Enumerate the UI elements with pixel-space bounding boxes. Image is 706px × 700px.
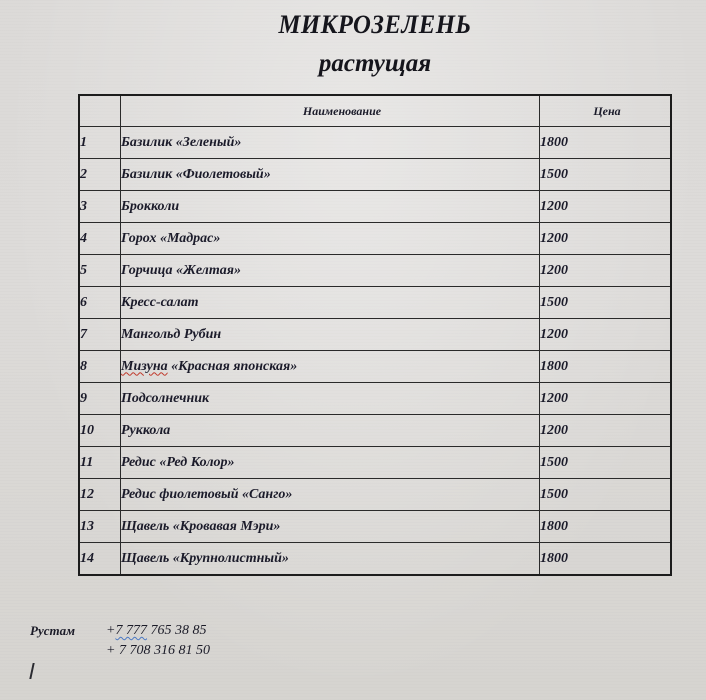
row-name: Кресс-салат	[121, 287, 540, 319]
row-price: 1200	[540, 319, 672, 351]
row-price: 1200	[540, 383, 672, 415]
row-price: 1500	[540, 159, 672, 191]
table-row	[79, 319, 671, 351]
row-name: Редис фиолетовый «Санго»	[121, 479, 540, 511]
contact-phone-1: +7 777 765 38 85	[106, 623, 207, 638]
row-price: 1200	[540, 223, 672, 255]
row-price: 1500	[540, 287, 672, 319]
header-number	[79, 95, 121, 127]
row-name-rest: «Красная японская»	[167, 358, 298, 374]
row-price: 1200	[540, 191, 672, 223]
table-row	[79, 159, 671, 191]
row-name	[121, 351, 540, 383]
row-name: Подсолнечник	[121, 383, 540, 415]
table-header-row	[79, 95, 671, 127]
contact-phone-2: + 7 708 316 81 50	[106, 643, 210, 658]
row-price: 1500	[540, 479, 672, 511]
row-number: 13	[79, 511, 121, 543]
row-name: Базилик «Зеленый»	[121, 127, 540, 159]
row-number: 5	[79, 255, 121, 287]
row-name: Базилик «Фиолетовый»	[121, 159, 540, 191]
header-name-label: Наименование	[302, 103, 382, 118]
row-price: 1200	[540, 415, 672, 447]
row-price: 1800	[540, 351, 672, 383]
row-number: 7	[79, 319, 121, 351]
price-table	[78, 94, 672, 576]
document-title: МИКРОЗЕЛЕНЬ	[278, 10, 472, 39]
row-number: 2	[79, 159, 121, 191]
header-price	[540, 95, 672, 127]
row-number: 12	[79, 479, 121, 511]
table-row	[79, 351, 671, 383]
table-row	[79, 191, 671, 223]
row-name: Горчица «Желтая»	[121, 255, 540, 287]
table-row	[79, 383, 671, 415]
row-number: 9	[79, 383, 121, 415]
table-row	[79, 543, 671, 576]
table-row	[79, 287, 671, 319]
spellcheck-flagged-phone[interactable]: 7 777	[115, 623, 147, 638]
row-number: 3	[79, 191, 121, 223]
row-number: 14	[79, 543, 121, 576]
header-price-label: Цена	[593, 103, 621, 118]
table-row	[79, 127, 671, 159]
row-price: 1800	[540, 543, 672, 576]
spellcheck-flagged-word[interactable]: Мизуна	[121, 358, 168, 374]
row-name: Щавель «Крупнолистный»	[121, 543, 540, 576]
row-number: 8	[79, 351, 121, 383]
row-name: Редис «Ред Колор»	[121, 447, 540, 479]
row-name: Брокколи	[121, 191, 540, 223]
table-row	[79, 447, 671, 479]
row-name: Руккола	[121, 415, 540, 447]
row-price: 1800	[540, 511, 672, 543]
row-name: Щавель «Кровавая Мэри»	[121, 511, 540, 543]
row-price: 1500	[540, 447, 672, 479]
row-price: 1200	[540, 255, 672, 287]
row-number: 10	[79, 415, 121, 447]
table-row	[79, 511, 671, 543]
row-number: 11	[79, 447, 121, 479]
row-number: 6	[79, 287, 121, 319]
table-row	[79, 479, 671, 511]
document-subtitle: растущая	[318, 50, 432, 77]
row-name: Горох «Мадрас»	[121, 223, 540, 255]
table-row	[79, 223, 671, 255]
row-number: 1	[79, 127, 121, 159]
row-name: Мангольд Рубин	[121, 319, 540, 351]
text-cursor	[29, 663, 34, 679]
header-name	[121, 95, 540, 127]
row-number: 4	[79, 223, 121, 255]
table-row	[79, 255, 671, 287]
row-price: 1800	[540, 127, 672, 159]
contact-name: Рустам	[30, 623, 75, 638]
table-row	[79, 415, 671, 447]
